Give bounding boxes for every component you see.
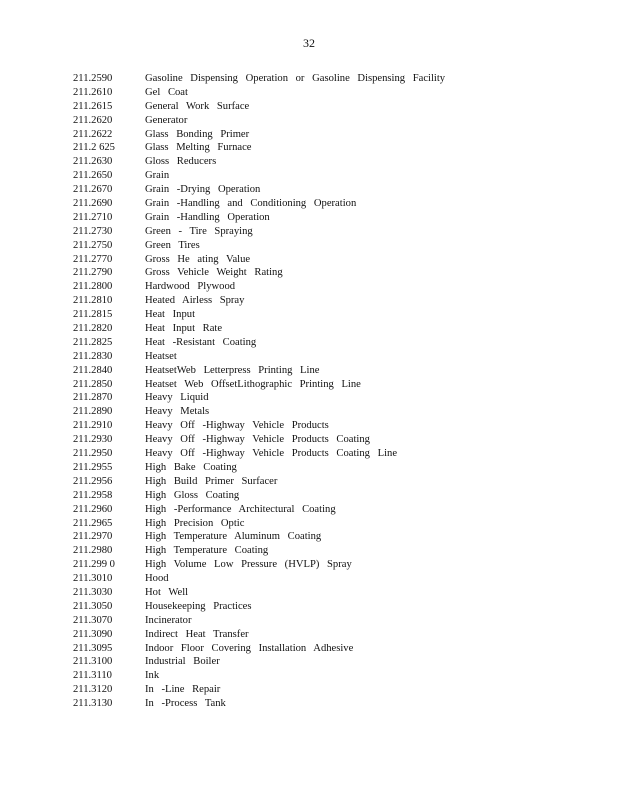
list-item xyxy=(73,225,593,239)
defined-term: Heavy Metals xyxy=(145,406,210,418)
defined-term: Gloss Reducers xyxy=(145,156,217,168)
list-item xyxy=(73,155,593,169)
section-number: 211.3110 xyxy=(73,670,112,682)
list-item xyxy=(73,336,593,350)
defined-term: High Bake Coating xyxy=(145,461,237,473)
list-item xyxy=(73,211,593,225)
defined-term: Gross He ating Value xyxy=(145,253,251,265)
section-number: 211.2970 xyxy=(73,531,113,543)
list-item xyxy=(73,169,593,183)
list-item xyxy=(73,600,593,614)
list-item xyxy=(73,391,593,405)
list-item xyxy=(73,614,593,628)
section-number: 211.2770 xyxy=(73,253,113,265)
section-number: 211.2965 xyxy=(73,517,113,529)
section-number: 211.2730 xyxy=(73,225,113,237)
defined-term: Gross Vehicle Weight Rating xyxy=(145,267,283,279)
defined-term: Heavy Off -Highway Vehicle Products Coating xyxy=(145,434,370,446)
section-number: 211.2980 xyxy=(73,545,113,557)
defined-term: Grain -Handling and Conditioning Operation xyxy=(145,198,357,210)
defined-term: Heat Input xyxy=(145,309,196,321)
defined-term: Industrial Boiler xyxy=(145,656,220,668)
list-item xyxy=(73,128,593,142)
section-number: 211.2890 xyxy=(73,406,113,418)
list-item xyxy=(73,72,593,86)
section-number: 211.2820 xyxy=(73,323,113,335)
defined-term: Heated Airless Spray xyxy=(145,295,245,307)
section-number: 211.2830 xyxy=(73,350,113,362)
defined-term: Hot Well xyxy=(145,586,189,598)
list-item xyxy=(73,322,593,336)
defined-term: High Temperature Coating xyxy=(145,545,269,557)
defined-term: Generator xyxy=(145,114,188,126)
list-item xyxy=(73,239,593,253)
section-number: 211.299 0 xyxy=(73,559,115,571)
list-item xyxy=(73,586,593,600)
list-item xyxy=(73,489,593,503)
list-item xyxy=(73,572,593,586)
section-number: 211.2850 xyxy=(73,378,113,390)
list-item xyxy=(73,253,593,267)
list-item xyxy=(73,655,593,669)
list-item xyxy=(73,530,593,544)
list-item xyxy=(73,183,593,197)
section-number: 211.2930 xyxy=(73,434,113,446)
section-number: 211.2960 xyxy=(73,503,113,515)
section-number: 211.2790 xyxy=(73,267,113,279)
section-number: 211.2615 xyxy=(73,100,113,112)
page-number: 32 xyxy=(303,36,315,50)
list-item xyxy=(73,308,593,322)
defined-term: High Precision Optic xyxy=(145,517,245,529)
defined-term: Incinerator xyxy=(145,614,192,626)
defined-term: Gel Coat xyxy=(145,86,188,98)
list-item xyxy=(73,517,593,531)
section-number: 211.2955 xyxy=(73,461,113,473)
defined-term: Heat Input Rate xyxy=(145,323,223,335)
defined-term: High Build Primer Surfacer xyxy=(145,475,278,487)
section-number: 211.2800 xyxy=(73,281,113,293)
defined-term: High -Performance Architectural Coating xyxy=(145,503,336,515)
defined-term: High Gloss Coating xyxy=(145,489,240,501)
section-number: 211.2670 xyxy=(73,184,113,196)
section-number: 211.2750 xyxy=(73,239,113,251)
section-number: 211.3070 xyxy=(73,614,113,626)
defined-term: Hardwood Plywood xyxy=(145,281,236,293)
defined-term: High Volume Low Pressure (HVLP) Spray xyxy=(145,559,352,571)
section-number: 211.2810 xyxy=(73,295,113,307)
defined-term: Indoor Floor Covering Installation Adhesive xyxy=(145,642,354,654)
section-number: 211.2815 xyxy=(73,309,113,321)
section-number: 211.3030 xyxy=(73,586,113,598)
list-item xyxy=(73,475,593,489)
section-number: 211.2910 xyxy=(73,420,113,432)
defined-term: Hood xyxy=(145,573,169,585)
defined-term: In -Line Repair xyxy=(145,684,221,696)
section-number: 211.2610 xyxy=(73,86,113,98)
section-number: 211.2620 xyxy=(73,114,113,126)
list-item xyxy=(73,503,593,517)
list-item xyxy=(73,405,593,419)
section-number: 211.2958 xyxy=(73,489,113,501)
defined-term: HeatsetWeb Letterpress Printing Line xyxy=(145,364,320,376)
defined-term: Glass Bonding Primer xyxy=(145,128,250,140)
defined-term: Housekeeping Practices xyxy=(145,600,252,612)
section-number: 211.3100 xyxy=(73,656,113,668)
defined-term: Gasoline Dispensing Operation or Gasoline Dispensing Facility xyxy=(145,73,446,84)
defined-term: Grain -Handling Operation xyxy=(145,211,270,223)
defined-term: Glass Melting Furnace xyxy=(145,142,252,154)
section-number: 211.2710 xyxy=(73,211,113,223)
section-number: 211.3095 xyxy=(73,642,113,654)
list-item xyxy=(73,447,593,461)
section-number: 211.2690 xyxy=(73,198,113,210)
list-item xyxy=(73,378,593,392)
defined-term: In -Process Tank xyxy=(145,698,226,710)
defined-term: General Work Surface xyxy=(145,100,250,112)
list-item xyxy=(73,419,593,433)
list-item xyxy=(73,294,593,308)
defined-term: Grain -Drying Operation xyxy=(145,184,261,196)
section-number: 211.2622 xyxy=(73,128,113,140)
list-item xyxy=(73,350,593,364)
section-number: 211.3090 xyxy=(73,628,113,640)
list-item xyxy=(73,433,593,447)
section-number: 211.3050 xyxy=(73,600,113,612)
defined-term: Heat -Resistant Coating xyxy=(145,336,257,348)
section-number: 211.3120 xyxy=(73,684,113,696)
section-number: 211.3130 xyxy=(73,698,113,710)
list-item xyxy=(73,544,593,558)
section-number: 211.2825 xyxy=(73,336,113,348)
list-item xyxy=(73,266,593,280)
defined-term: Heatset xyxy=(145,350,177,362)
list-item xyxy=(73,461,593,475)
defined-term: Heavy Off -Highway Vehicle Products xyxy=(145,420,329,432)
section-number: 211.2650 xyxy=(73,170,113,182)
defined-term: Heavy Liquid xyxy=(145,392,209,404)
defined-term: Grain xyxy=(145,170,170,182)
defined-term: High Temperature Aluminum Coating xyxy=(145,531,322,543)
section-number: 211.2870 xyxy=(73,392,113,404)
section-number: 211.2590 xyxy=(73,73,113,84)
list-item xyxy=(73,280,593,294)
list-item xyxy=(73,141,593,155)
defined-term: Heavy Off -Highway Vehicle Products Coating Line xyxy=(145,448,398,460)
list-item xyxy=(73,669,593,683)
defined-term: Green Tires xyxy=(145,239,200,251)
section-number: 211.2 625 xyxy=(73,142,115,154)
section-number: 211.2630 xyxy=(73,156,113,168)
list-item xyxy=(73,558,593,572)
list-item xyxy=(73,114,593,128)
section-number: 211.2950 xyxy=(73,448,113,460)
section-number: 211.2956 xyxy=(73,475,113,487)
list-item xyxy=(73,197,593,211)
defined-term: Ink xyxy=(145,670,160,682)
definition-index-list xyxy=(73,72,593,711)
list-item xyxy=(73,100,593,114)
defined-term: Indirect Heat Transfer xyxy=(145,628,249,640)
list-item xyxy=(73,628,593,642)
defined-term: Heatset Web OffsetLithographic Printing Line xyxy=(145,378,361,390)
section-number: 211.3010 xyxy=(73,573,113,585)
section-number: 211.2840 xyxy=(73,364,113,376)
defined-term: Green - Tire Spraying xyxy=(145,225,253,237)
list-item xyxy=(73,86,593,100)
list-item xyxy=(73,683,593,697)
list-item xyxy=(73,642,593,656)
list-item xyxy=(73,364,593,378)
list-item xyxy=(73,697,593,711)
